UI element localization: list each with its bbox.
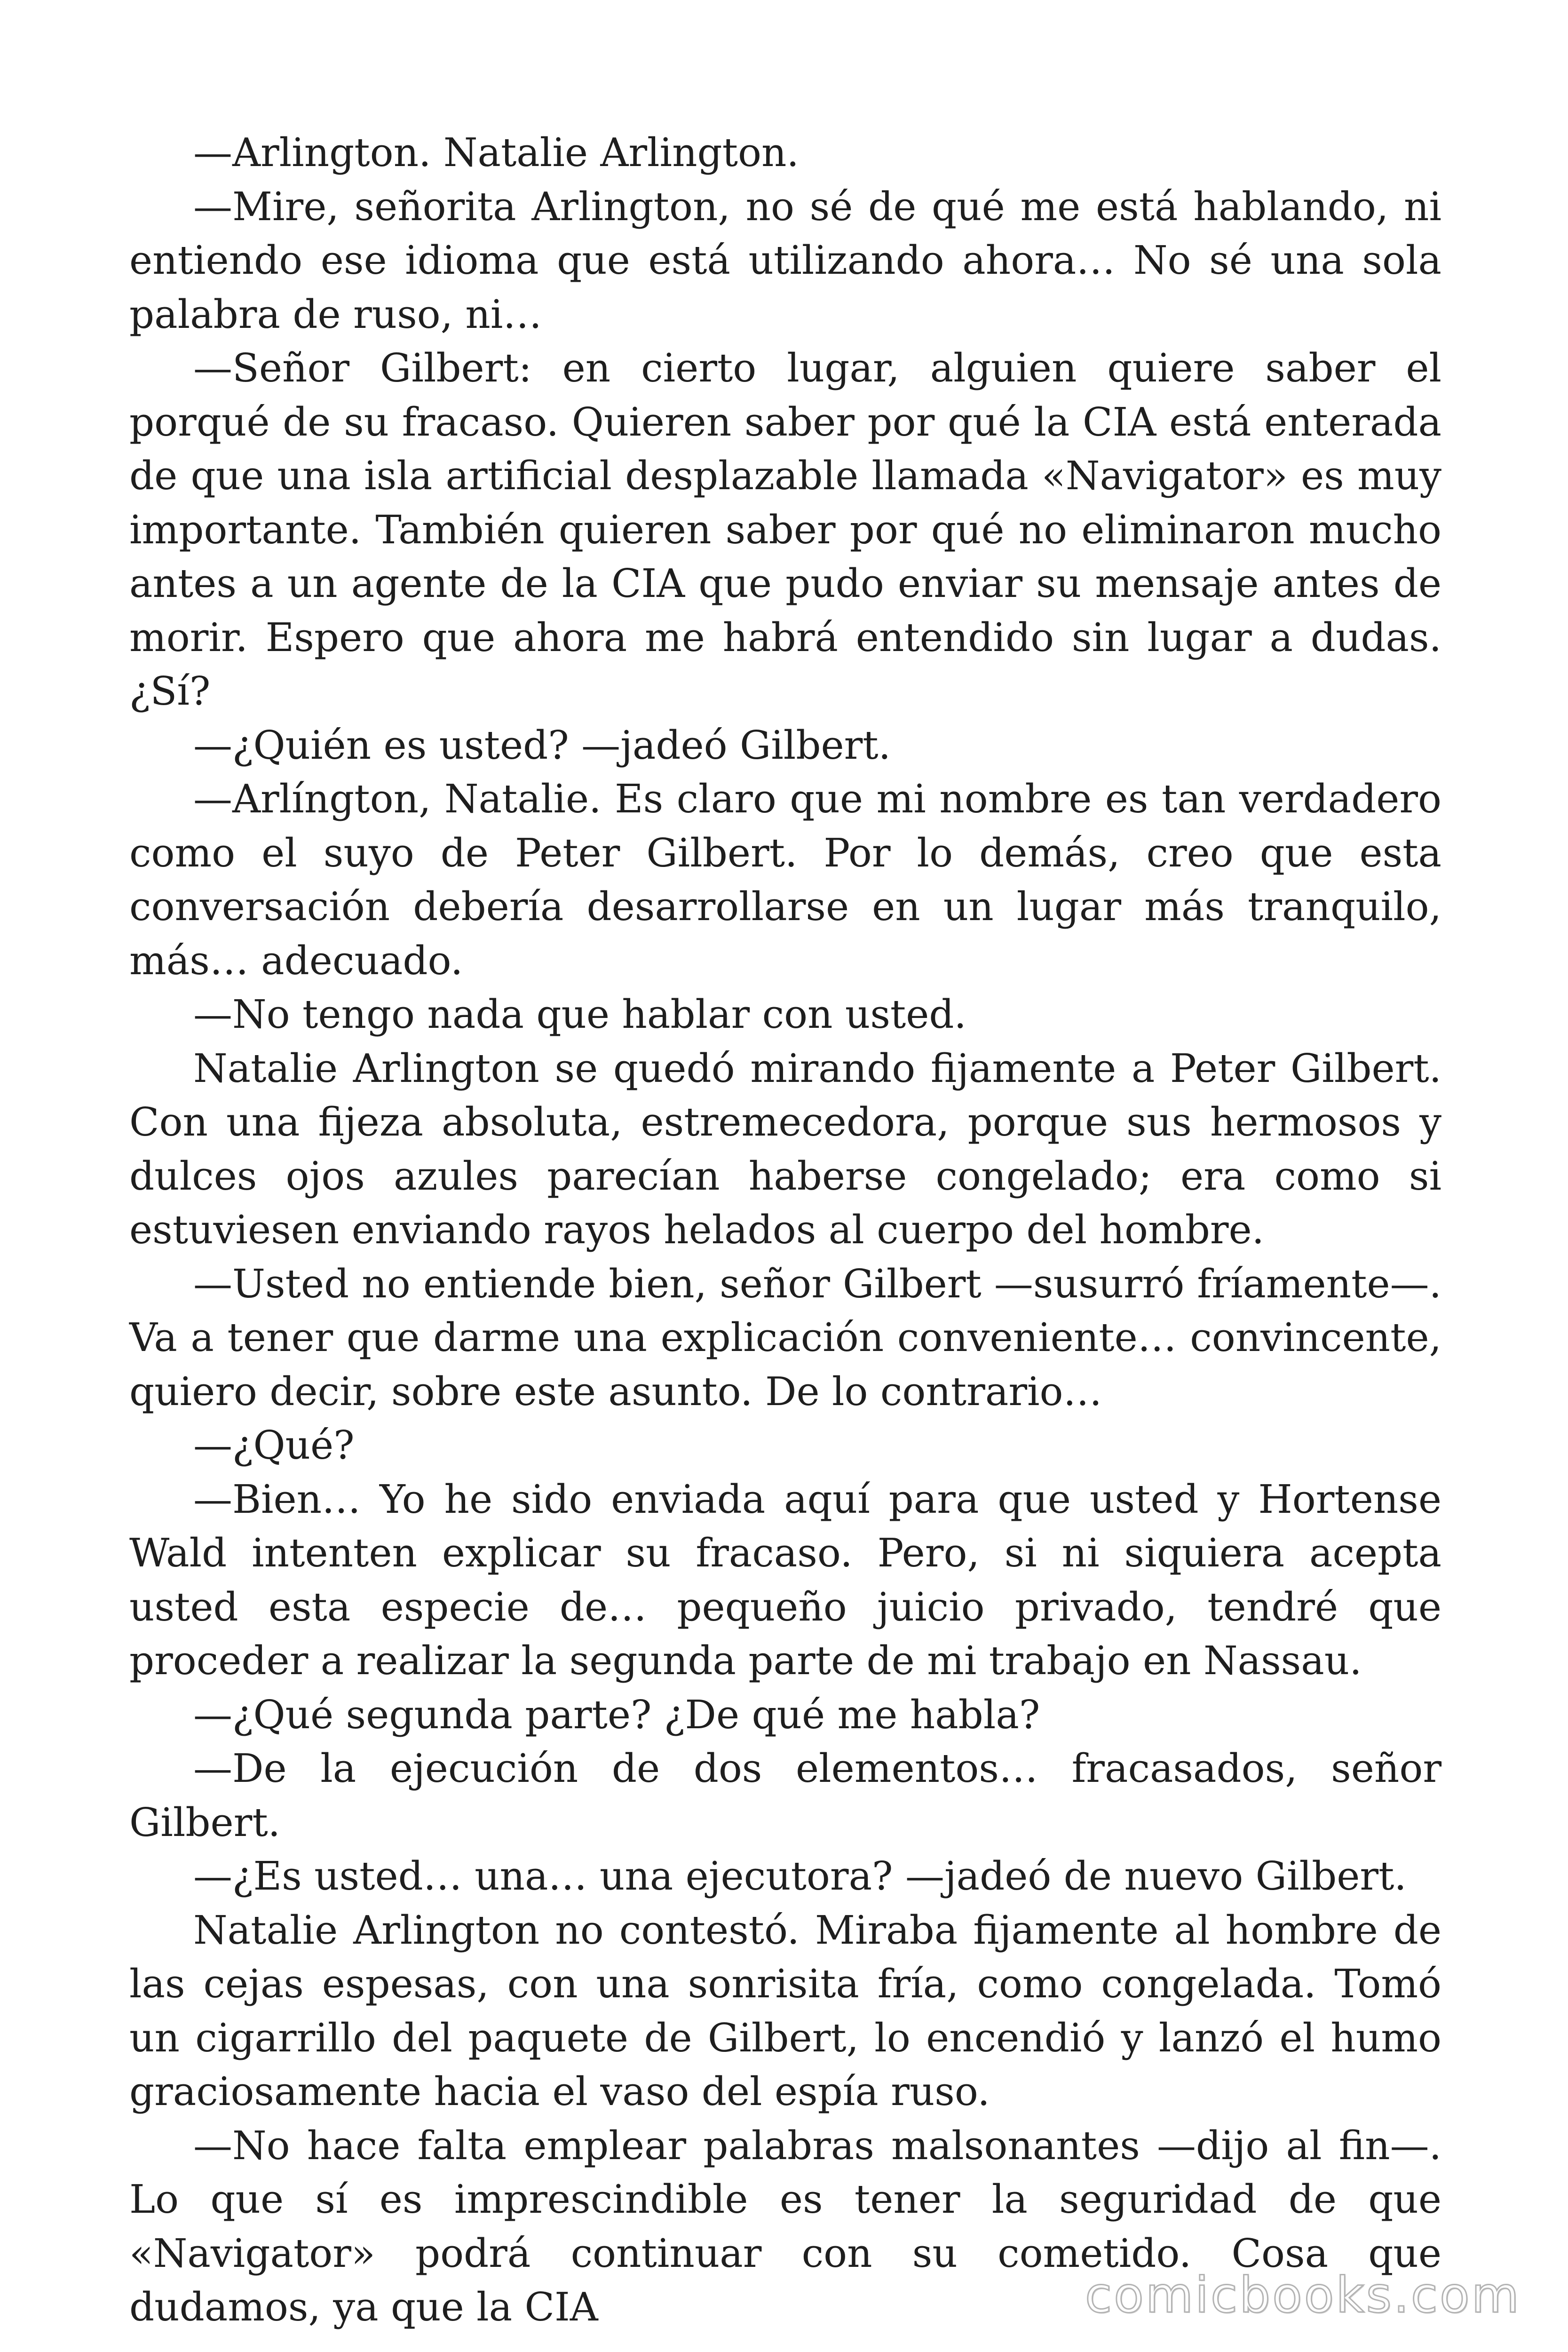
paragraph: —¿Es usted… una… una ejecutora? —jadeó de nuevo Gilbert. <box>193 1853 1407 1899</box>
paragraph: —Usted no entiende bien, señor Gilbert —susurró fríamente—. Va a tener que darme una explicación conveniente… convincente, quiero decir, sobre este asunto. De lo contrario… <box>129 1261 1441 1414</box>
paragraph: —No tengo nada que hablar con usted. <box>193 992 966 1037</box>
paragraph: —Mire, señorita Arlington, no sé de qué me está hablando, ni entiendo ese idioma que está utilizando ahora… No sé una sola palabra de ruso, ni… <box>129 183 1441 337</box>
watermark: comicbooks.com <box>1085 2266 1521 2324</box>
paragraph: Natalie Arlington no contestó. Miraba fijamente al hombre de las cejas espesas, con una sonrisita fría, como congelada. Tomó un cigarrillo del paquete de Gilbert, lo encendió y lanzó el humo graciosamente hacia el vaso del espía ruso. <box>129 1907 1441 2114</box>
paragraph: —Arlíngton, Natalie. Es claro que mi nombre es tan verdadero como el suyo de Peter Gilbert. Por lo demás, creo que esta conversación debería desarrollarse en un lugar más tranquilo, más… adecuado. <box>129 776 1441 984</box>
paragraph: —No hace falta emplear palabras malsonantes —dijo al fin—. Lo que sí es imprescindible es tener la seguridad de que «Navigator» podrá continuar con su cometido. Cosa que dudamos, ya que la CIA <box>129 2122 1441 2330</box>
paragraph: —¿Qué segunda parte? ¿De qué me habla? <box>193 1692 1040 1738</box>
paragraph: —¿Qué? <box>193 1422 355 1468</box>
paragraph: —Bien… Yo he sido enviada aquí para que usted y Hortense Wald intenten explicar su fracaso. Pero, si ni siquiera acepta usted esta especie de… pequeño juicio privado, tendré que proceder a realizar la segunda parte de mi trabajo en Nassau. <box>129 1476 1441 1684</box>
paragraph: —Arlington. Natalie Arlington. <box>193 130 799 175</box>
paragraph: —De la ejecución de dos elementos… fracasados, señor Gilbert. <box>129 1746 1441 1845</box>
page-text <box>129 126 1441 2335</box>
paragraph: —¿Quién es usted? —jadeó Gilbert. <box>193 722 891 768</box>
paragraph: —Señor Gilbert: en cierto lugar, alguien quiere saber el porqué de su fracaso. Quieren saber por qué la CIA está enterada de que una isla artificial desplazable llamada «Navigator» es muy importante. También quieren saber por qué no eliminaron mucho antes a un agente de la CIA que pudo enviar su mensaje antes de morir. Espero que ahora me habrá entendido sin lugar a dudas. ¿Sí? <box>129 345 1441 714</box>
paragraph: Natalie Arlington se quedó mirando fijamente a Peter Gilbert. Con una fijeza absoluta, estremecedora, porque sus hermosos y dulces ojos azules parecían haberse congelado; era como si estuviesen enviando rayos helados al cuerpo del hombre. <box>129 1045 1441 1253</box>
